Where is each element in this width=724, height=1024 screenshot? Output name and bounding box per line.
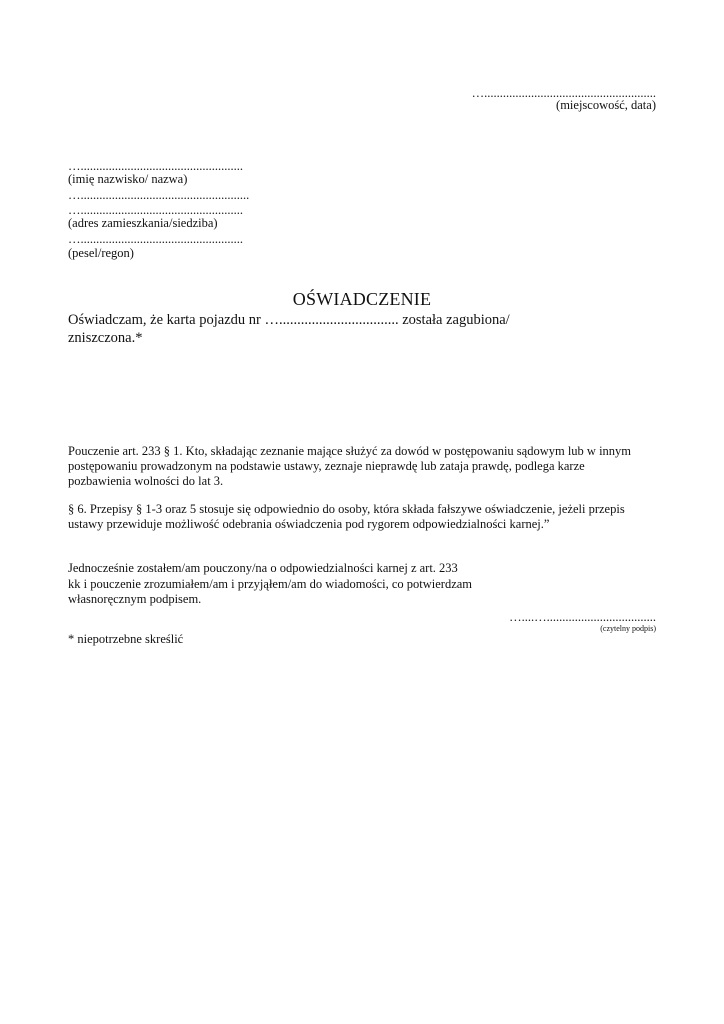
address-dots-1: …...................................................... <box>68 188 250 202</box>
document-title: OŚWIADCZENIE <box>292 289 432 309</box>
instruction-p1-line-2: postępowaniu prowadzonym na podstawie ustawy, zeznaje nieprawdę lub zataja prawdę, podlega karze <box>68 459 585 473</box>
place-date-dots: …....................................................... <box>471 86 656 100</box>
footnote: * niepotrzebne skreślić <box>68 632 184 646</box>
address-label: (adres zamieszkania/siedziba) <box>68 216 218 230</box>
name-label: (imię nazwisko/ nazwa) <box>68 172 188 186</box>
place-date-label: (miejscowość, data) <box>556 98 656 112</box>
name-dots: ….................................................... <box>68 159 243 173</box>
instruction-p1-line-1: Pouczenie art. 233 § 1. Kto, składając zeznanie mające służyć za dowód w postępowaniu sądowym lub w innym <box>68 444 632 458</box>
statement-line-1: Oświadczam, że karta pojazdu nr …................................. została zagubiona/ <box>68 312 510 328</box>
address-dots-2: ….................................................... <box>68 203 243 217</box>
acknowledgement-line-2: kk i pouczenie zrozumiałem/am i przyjąłem/am do wiadomości, co potwierdzam <box>68 577 473 591</box>
pesel-dots: ….................................................... <box>68 232 243 246</box>
signature-dots: …....…................................... <box>509 610 656 624</box>
signature-label: (czytelny podpis) <box>600 624 656 633</box>
acknowledgement-line-1: Jednocześnie zostałem/am pouczony/na o odpowiedzialności karnej z art. 233 <box>68 561 458 575</box>
instruction-p2-line-1: § 6. Przepisy § 1-3 oraz 5 stosuje się odpowiednio do osoby, która składa fałszywe oświadczenie, jeżeli przepis <box>68 502 625 516</box>
pesel-label: (pesel/regon) <box>68 246 134 260</box>
instruction-p1-line-3: pozbawienia wolności do lat 3. <box>68 474 224 488</box>
instruction-p2-line-2: ustawy przewiduje możliwość odebrania oświadczenia pod rygorem odpowiedzialności karnej.” <box>68 517 550 531</box>
acknowledgement-line-3: własnoręcznym podpisem. <box>68 592 202 606</box>
statement-line-2: zniszczona.* <box>68 330 143 346</box>
